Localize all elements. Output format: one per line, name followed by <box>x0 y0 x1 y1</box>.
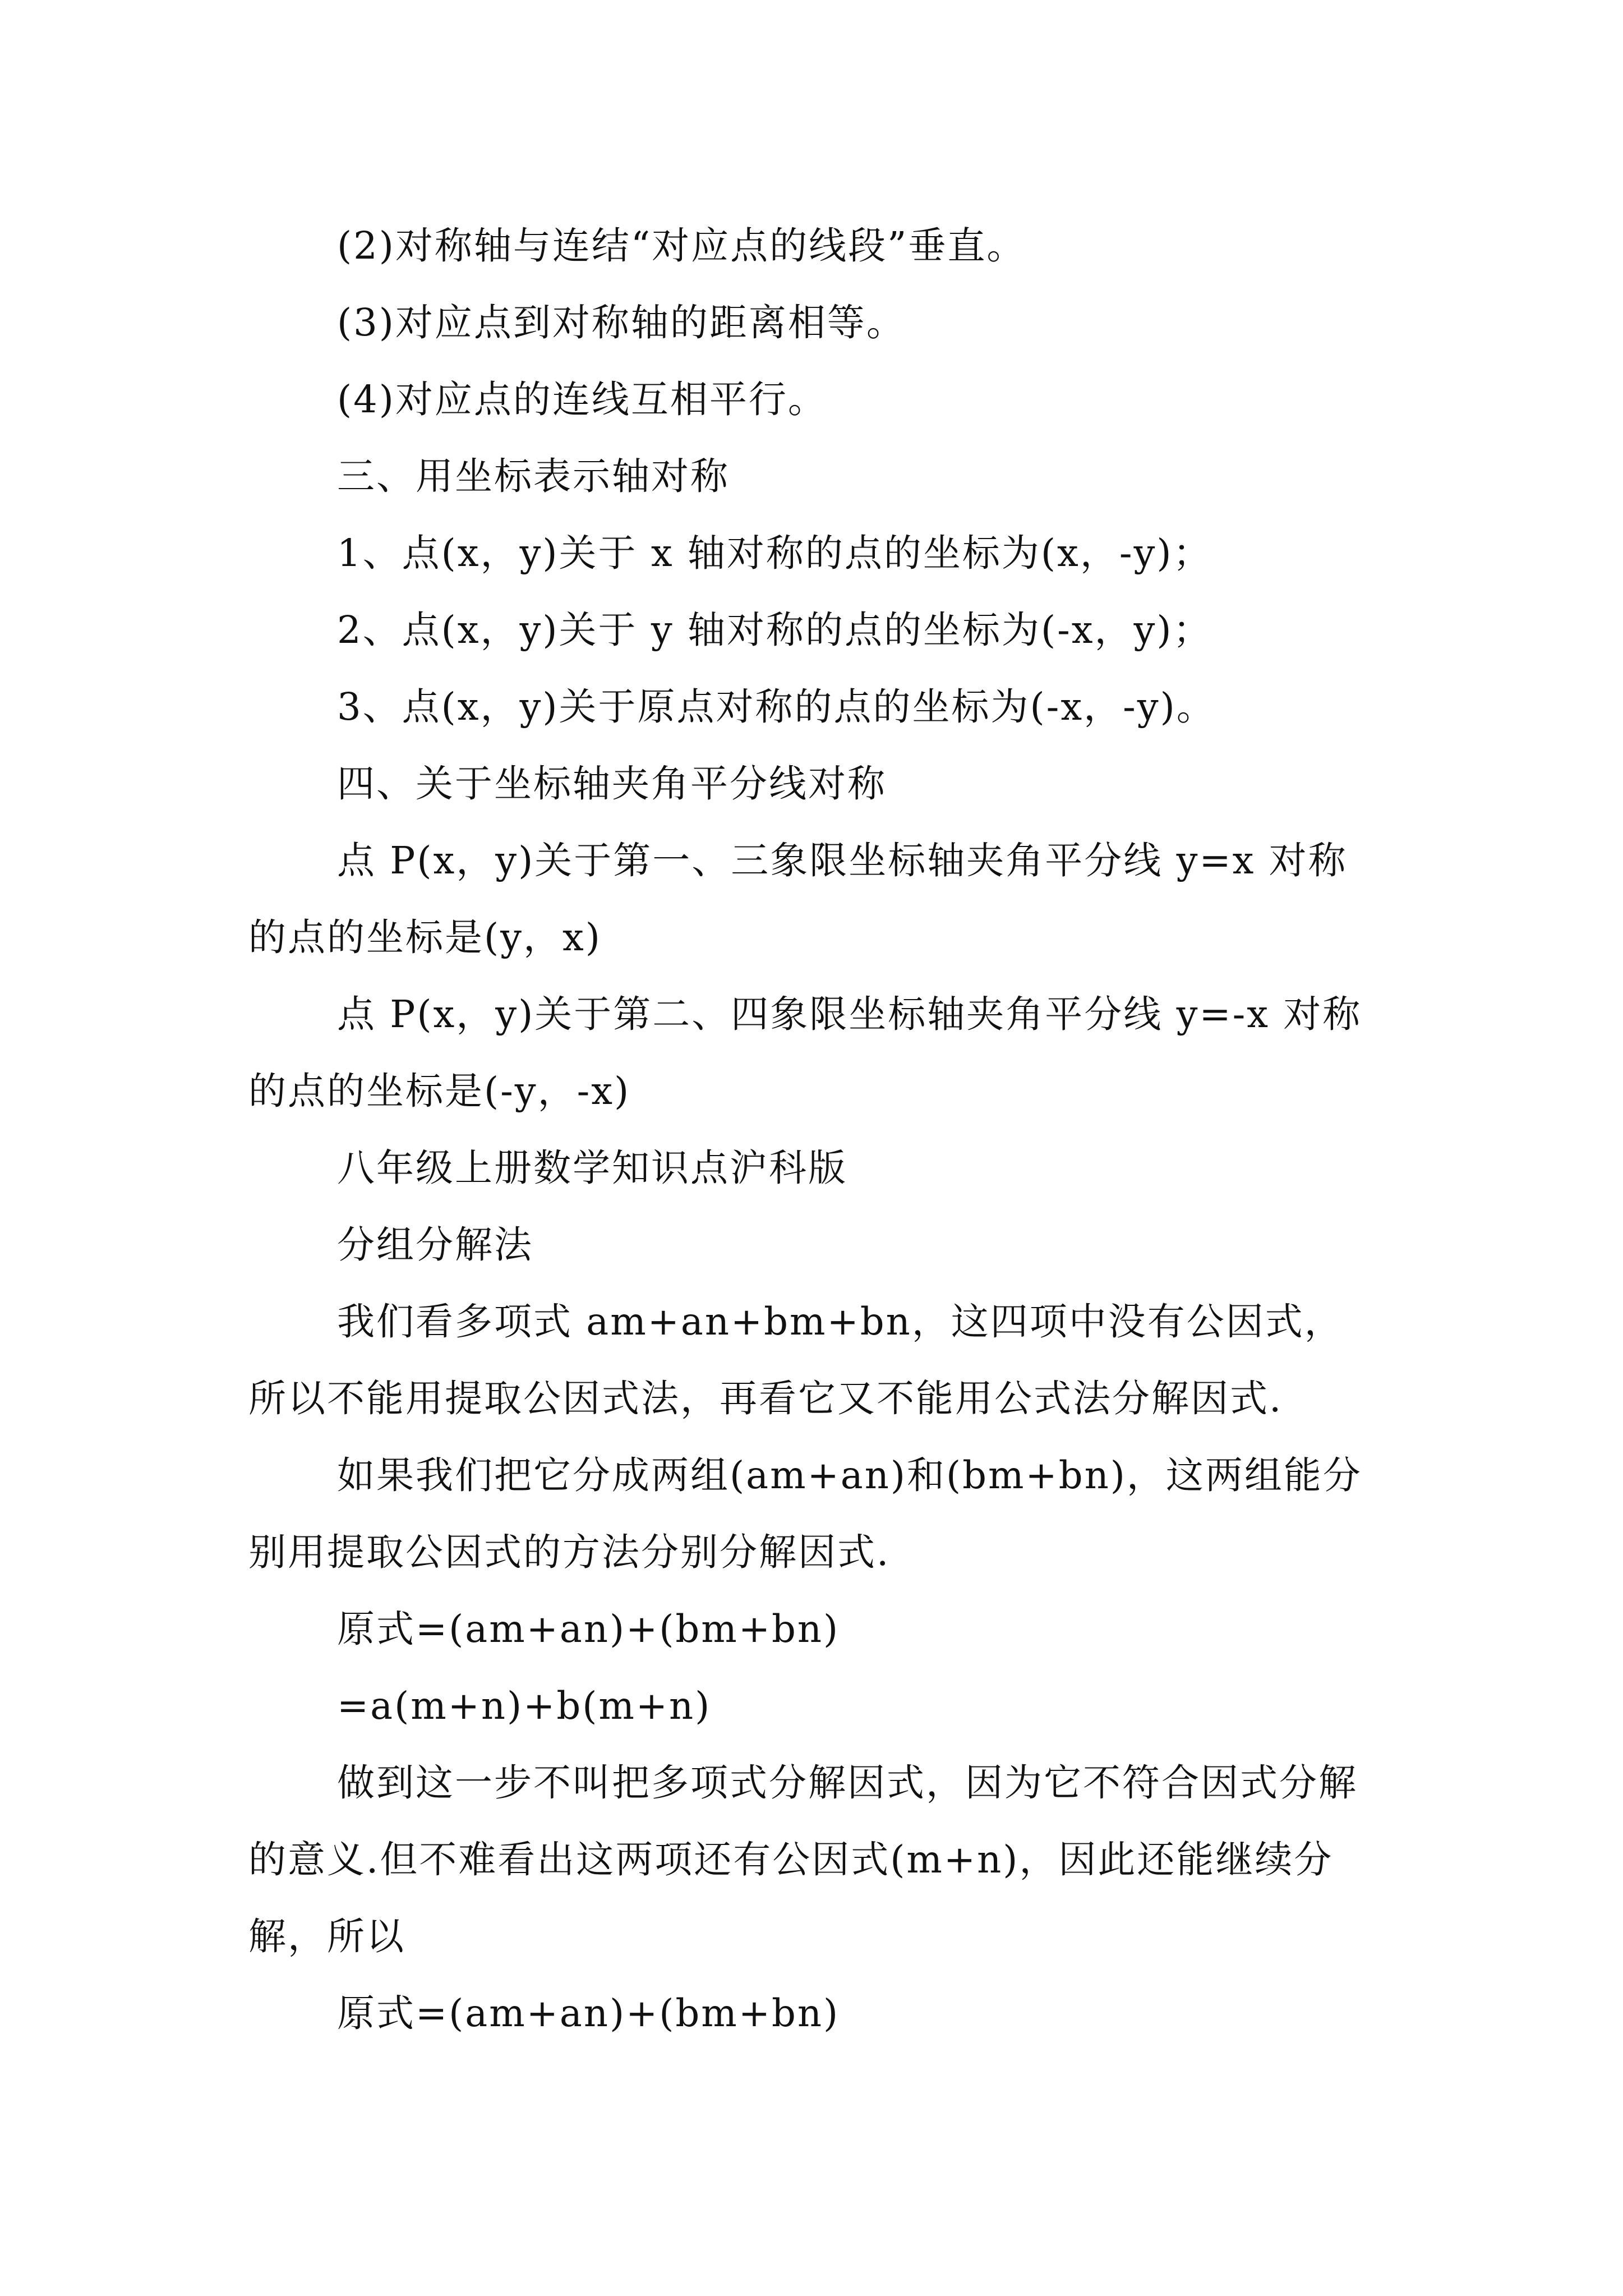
paragraph: 如果我们把它分成两组(am+an)和(bm+bn)，这两组能分别用提取公因式的方法分别分解因式. <box>248 1453 1362 1574</box>
paragraph: 3、点(x，y)关于原点对称的点的坐标为(-x，-y)。 <box>337 685 1216 729</box>
formula-line: 原式=(am+an)+(bm+bn) <box>337 1607 840 1651</box>
section-heading: 四、关于坐标轴夹角平分线对称 <box>337 762 887 806</box>
paragraph: (3)对应点到对称轴的距离相等。 <box>337 301 906 344</box>
paragraph: 我们看多项式 am+an+bm+bn，这四项中没有公因式，所以不能用提取公因式法，再看它又不能用公式法分解因式. <box>248 1300 1344 1420</box>
section-heading: 三、用坐标表示轴对称 <box>337 454 730 498</box>
paragraph: 点 P(x，y)关于第二、四象限坐标轴夹角平分线 y=-x 对称的点的坐标是(-y，-x) <box>248 992 1362 1113</box>
paragraph: (4)对应点的连线互相平行。 <box>337 378 827 421</box>
paragraph: (2)对称轴与连结“对应点的线段”垂直。 <box>337 224 1026 268</box>
section-heading: 八年级上册数学知识点沪科版 <box>337 1146 847 1190</box>
paragraph: 1、点(x，y)关于 x 轴对称的点的坐标为(x，-y)； <box>337 531 1212 575</box>
paragraph: 点 P(x，y)关于第一、三象限坐标轴夹角平分线 y=x 对称的点的坐标是(y，x) <box>248 839 1348 959</box>
formula-line: 原式=(am+an)+(bm+bn) <box>337 1991 840 2035</box>
document-body <box>248 208 1378 2052</box>
paragraph: 做到这一步不叫把多项式分解因式，因为它不符合因式分解的意义.但不难看出这两项还有公因式(m+n)，因此还能继续分解，所以 <box>248 1761 1358 1958</box>
paragraph: 2、点(x，y)关于 y 轴对称的点的坐标为(-x，y)； <box>337 608 1212 652</box>
formula-line: =a(m+n)+b(m+n) <box>337 1684 712 1728</box>
section-heading: 分组分解法 <box>337 1223 533 1267</box>
